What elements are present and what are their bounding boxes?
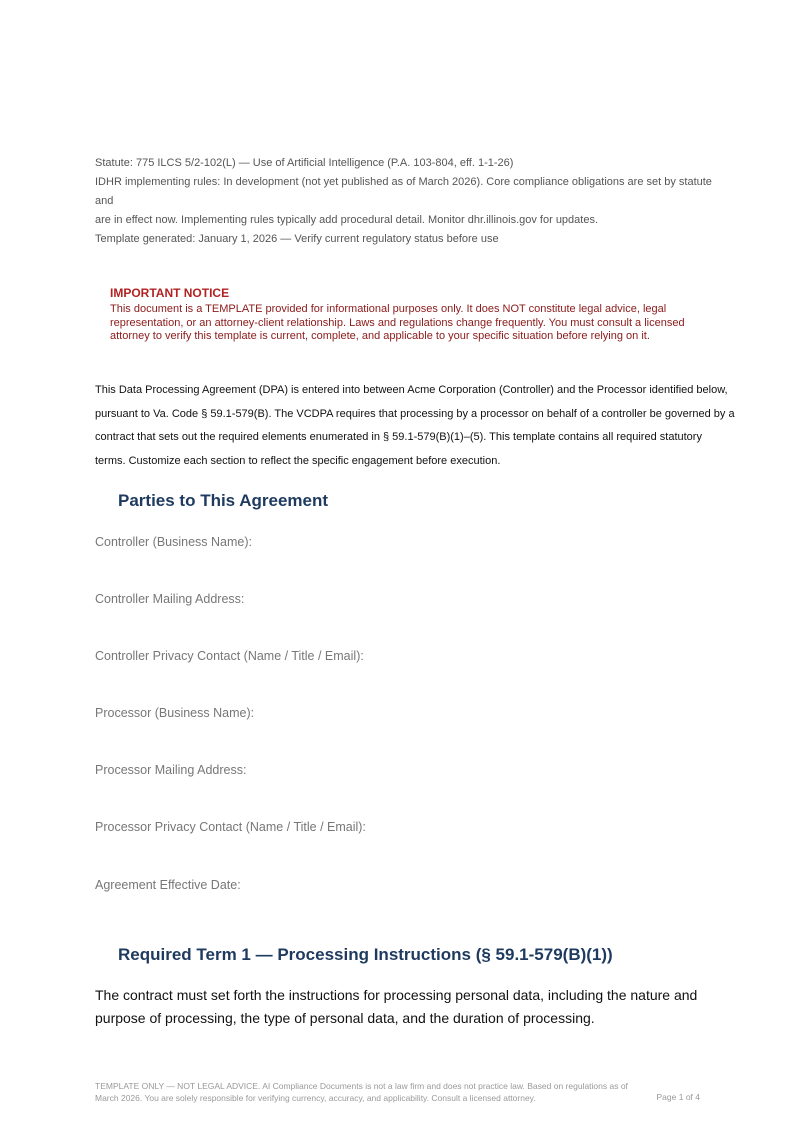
rules-line-1: IDHR implementing rules: In development (not yet published as of March 2026). Core compliance obligations are set by statute and bbox=[95, 176, 712, 207]
controller-contact-field: Controller Privacy Contact (Name / Title / Email): bbox=[95, 649, 364, 663]
rules-line-2: are in effect now. Implementing rules typically add procedural detail. Monitor dhr.illinois.gov for updates. bbox=[95, 214, 599, 226]
controller-name-field: Controller (Business Name): bbox=[95, 535, 252, 549]
processor-address-field: Processor Mailing Address: bbox=[95, 763, 247, 777]
footer-disclaimer: TEMPLATE ONLY — NOT LEGAL ADVICE. AI Compliance Documents is not a law firm and does not practice law. Based on regulations as of March 2026. You are solely responsible for verifying currency, accuracy, and applicability. Consult a licensed attorney. bbox=[95, 1081, 628, 1103]
statute-header bbox=[95, 154, 730, 249]
controller-address-field: Controller Mailing Address: bbox=[95, 592, 245, 606]
parties-heading: Parties to This Agreement bbox=[118, 491, 329, 510]
page-number: Page 1 of 4 bbox=[656, 1092, 700, 1102]
statute-line: Statute: 775 ILCS 5/2-102(L) — Use of Artificial Intelligence (P.A. 103-804, eff. 1-1-26) bbox=[95, 157, 514, 169]
notice-title: IMPORTANT NOTICE bbox=[110, 286, 230, 300]
generated-line: Template generated: January 1, 2026 — Verify current regulatory status before use bbox=[95, 233, 499, 245]
effective-date-field: Agreement Effective Date: bbox=[95, 878, 241, 892]
intro-paragraph: This Data Processing Agreement (DPA) is entered into between Acme Corporation (Controller) and the Processor identified below, pursuant to Va. Code § 59.1-579(B). The VCDPA requires that processing by a processor on behalf of a controller be governed by a contract that sets out the required elements enumerated in § 59.1-579(B)(1)–(5). This template contains all required statutory terms. Customize each section to reflect the specific engagement before execution. bbox=[95, 384, 735, 467]
processor-contact-field: Processor Privacy Contact (Name / Title / Email): bbox=[95, 820, 366, 834]
term1-heading: Required Term 1 — Processing Instructions (§ 59.1-579(B)(1)) bbox=[118, 945, 613, 964]
notice-body: This document is a TEMPLATE provided for informational purposes only. It does NOT constitute legal advice, legal representation, or an attorney-client relationship. Laws and regulations change frequently. You must consult a licensed attorney to verify this template is current, complete, and applicable to your specific situation before relying on it. bbox=[110, 303, 685, 342]
term1-body: The contract must set forth the instructions for processing personal data, including the nature and purpose of processing, the type of personal data, and the duration of processing. bbox=[95, 987, 698, 1026]
processor-name-field: Processor (Business Name): bbox=[95, 706, 255, 720]
important-notice bbox=[110, 285, 700, 344]
